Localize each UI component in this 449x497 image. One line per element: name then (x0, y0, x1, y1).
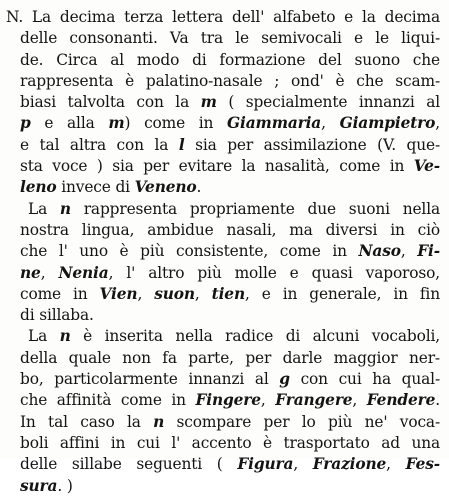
italic-term: Fi- (417, 242, 440, 261)
text-run: rappresenta è palatino-nasale ; ond' è che scam- (20, 71, 440, 90)
text-line (6, 220, 440, 241)
text-run: . ) (57, 476, 73, 495)
text-line (6, 113, 440, 134)
text-run: , (352, 391, 367, 410)
text-run: con cui ha qual- (289, 370, 440, 389)
text-run: di sillaba. (20, 306, 94, 325)
italic-term: Frazione (312, 455, 387, 474)
text-run: N. La decima terza lettera dell' alfabeto e la decima (6, 8, 440, 26)
text-run: . (196, 178, 202, 197)
italic-term: sura (20, 476, 58, 495)
text-run: , (137, 284, 155, 303)
text-line (6, 7, 440, 28)
italic-term: Frangere (275, 391, 353, 410)
text-line (6, 326, 440, 347)
italic-term: n (59, 199, 71, 218)
text-run: boli affini in cui l' accento è trasportato ad una (20, 433, 440, 452)
text-line (6, 412, 440, 433)
text-run: rappresenta propriamente due suoni nella (70, 199, 440, 218)
italic-term: Giampietro (339, 114, 436, 133)
text-run: de. Circa al modo di formazione del suono che (20, 50, 440, 69)
text-line (6, 369, 440, 390)
text-line (6, 284, 440, 305)
text-line (6, 263, 440, 284)
text-run: delle sillabe seguenti ( (20, 455, 238, 474)
text-run: , e in generale, in fin (245, 284, 440, 303)
text-line (6, 476, 440, 497)
text-run: sta voce ) sia per evitare la nasalità, come in (20, 157, 414, 176)
text-line (6, 50, 440, 71)
text-run: è inserita nella radice di alcuni vocaboli, (70, 327, 440, 346)
italic-term: Fingere (195, 391, 261, 410)
italic-term: g (279, 370, 290, 389)
text-run: bo, particolarmente innanzi al (20, 370, 280, 389)
italic-term: n (153, 412, 165, 431)
text-run: e alla (30, 114, 109, 133)
text-line (6, 305, 440, 326)
text-line (6, 71, 440, 92)
text-run: della quale non fa parte, per darle maggior ner- (20, 348, 440, 367)
paragraph (6, 7, 440, 199)
italic-term: m (200, 93, 217, 112)
text-run: ) come in (124, 114, 228, 133)
italic-term: Ve- (413, 157, 440, 176)
text-run: La (28, 199, 60, 218)
italic-term: Naso (358, 242, 401, 261)
text-run: , (40, 263, 59, 282)
italic-term: Vien (99, 284, 138, 303)
italic-term: leno (20, 178, 57, 197)
text-run: delle consonanti. Va tra le semivocali e le liqui- (20, 29, 440, 48)
paragraph (6, 199, 440, 327)
text-line (6, 199, 440, 220)
text-run: , l' altro più molle e quasi vaporoso, (108, 263, 440, 282)
text-run: nostra lingua, ambidue nasali, ma diversi in ciò (20, 220, 440, 239)
italic-term: Giammaria (227, 114, 322, 133)
text-line (6, 390, 440, 411)
text-run: , (435, 114, 440, 133)
text-run: , (321, 114, 340, 133)
italic-term: l (178, 135, 185, 154)
text-run: , (400, 242, 418, 261)
italic-term: Veneno (134, 178, 197, 197)
italic-term: Figura (237, 455, 294, 474)
text-run: che affinità come in (20, 391, 196, 410)
text-run: In tal caso la (20, 412, 154, 431)
text-line (6, 177, 440, 198)
text-run: invece di (56, 178, 135, 197)
paragraph (6, 326, 440, 496)
italic-term: Nenia (58, 263, 109, 282)
italic-term: tien (211, 284, 245, 303)
text-run: La (28, 327, 60, 346)
text-line (6, 454, 440, 475)
text-run: . (435, 391, 440, 410)
text-line (6, 433, 440, 454)
text-run: , (386, 455, 406, 474)
text-line (6, 156, 440, 177)
text-line (6, 348, 440, 369)
text-run: sia per assimilazione (V. que- (184, 135, 441, 154)
italic-term: p (20, 114, 31, 133)
text-run: e tal altra con la (20, 135, 179, 154)
text-run: , (194, 284, 212, 303)
text-line (6, 135, 440, 156)
italic-term: n (59, 327, 71, 346)
text-run: scompare per lo più ne' voca- (164, 412, 440, 431)
text-run: , (260, 391, 276, 410)
italic-term: m (108, 114, 125, 133)
italic-term: ne (20, 263, 41, 282)
entry-text (6, 7, 440, 497)
text-run: che l' uno è più consistente, come in (20, 242, 359, 261)
text-line (6, 28, 440, 49)
text-run: ( specialmente innanzi al (216, 93, 440, 112)
text-run: biasi talvolta con la (20, 93, 201, 112)
italic-term: suon (154, 284, 195, 303)
italic-term: Fes- (405, 455, 440, 474)
text-line (6, 92, 440, 113)
italic-term: Fendere (366, 391, 436, 410)
text-line (6, 241, 440, 262)
text-run: , (293, 455, 313, 474)
text-run: come in (20, 284, 100, 303)
